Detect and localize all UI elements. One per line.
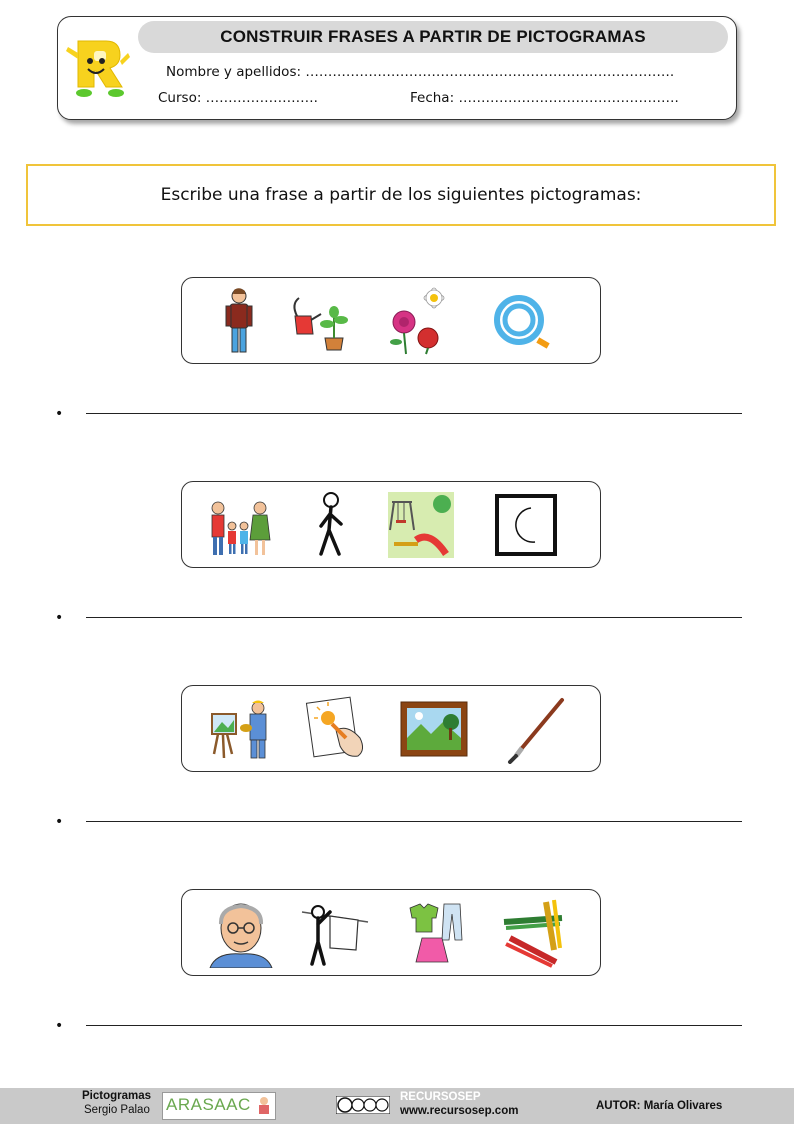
footer-site-url[interactable]: www.recursosep.com xyxy=(400,1105,519,1117)
footer-site-name: RECURSOSEP xyxy=(400,1091,481,1103)
hang-clothes-icon xyxy=(300,898,370,968)
night-icon xyxy=(491,490,561,560)
date-label: Fecha: xyxy=(410,90,455,106)
name-field[interactable] xyxy=(166,64,674,80)
bullet-2: • xyxy=(55,610,64,626)
instruction-text: Escribe una frase a partir de los siguientes pictogramas: xyxy=(160,185,642,205)
arasaac-logo xyxy=(162,1092,276,1120)
picto-box-3 xyxy=(181,685,601,772)
course-dots: ……………………. xyxy=(205,90,318,106)
arasaac-text: ARASAAC xyxy=(166,1095,251,1114)
watering-plant-icon xyxy=(285,286,355,356)
answer-line-4[interactable] xyxy=(86,1025,742,1026)
footer-author: AUTOR: María Olivares xyxy=(596,1100,723,1112)
date-dots: …………………………………………. xyxy=(458,90,679,106)
park-icon xyxy=(386,490,456,560)
footer-pictos-label: Pictogramas xyxy=(82,1090,152,1102)
hose-icon xyxy=(487,286,557,356)
course-field[interactable] xyxy=(158,90,318,106)
clothes-icon xyxy=(402,898,472,968)
cc-license-icon xyxy=(336,1096,390,1114)
painting-icon xyxy=(399,694,469,764)
arasaac-mascot-icon xyxy=(255,1095,273,1117)
paintbrush-icon xyxy=(500,694,570,764)
header-card xyxy=(57,16,737,120)
man-icon xyxy=(204,286,274,356)
draw-icon xyxy=(302,694,372,764)
walk-icon xyxy=(297,490,367,560)
name-label: Nombre y apellidos: xyxy=(166,64,302,80)
bullet-1: • xyxy=(55,406,64,422)
worksheet-title: CONSTRUIR FRASES A PARTIR DE PICTOGRAMAS xyxy=(138,21,728,53)
picto-box-2 xyxy=(181,481,601,568)
mascot-logo-icon xyxy=(64,31,130,101)
family-icon xyxy=(204,490,274,560)
grandfather-icon xyxy=(206,898,276,968)
picto-box-1 xyxy=(181,277,601,364)
instruction-box xyxy=(26,164,776,226)
clothespins-icon xyxy=(500,898,570,968)
painter-icon xyxy=(206,694,276,764)
name-dots: ………………………………………………………………………. xyxy=(305,64,675,80)
footer xyxy=(0,1088,794,1124)
picto-box-4 xyxy=(181,889,601,976)
footer-pictos-author: Sergio Palao xyxy=(84,1104,150,1116)
bullet-3: • xyxy=(55,814,64,830)
flowers-icon xyxy=(382,286,452,356)
answer-line-2[interactable] xyxy=(86,617,742,618)
date-field[interactable] xyxy=(410,90,679,106)
course-label: Curso: xyxy=(158,90,202,106)
answer-line-3[interactable] xyxy=(86,821,742,822)
bullet-4: • xyxy=(55,1018,64,1034)
answer-line-1[interactable] xyxy=(86,413,742,414)
